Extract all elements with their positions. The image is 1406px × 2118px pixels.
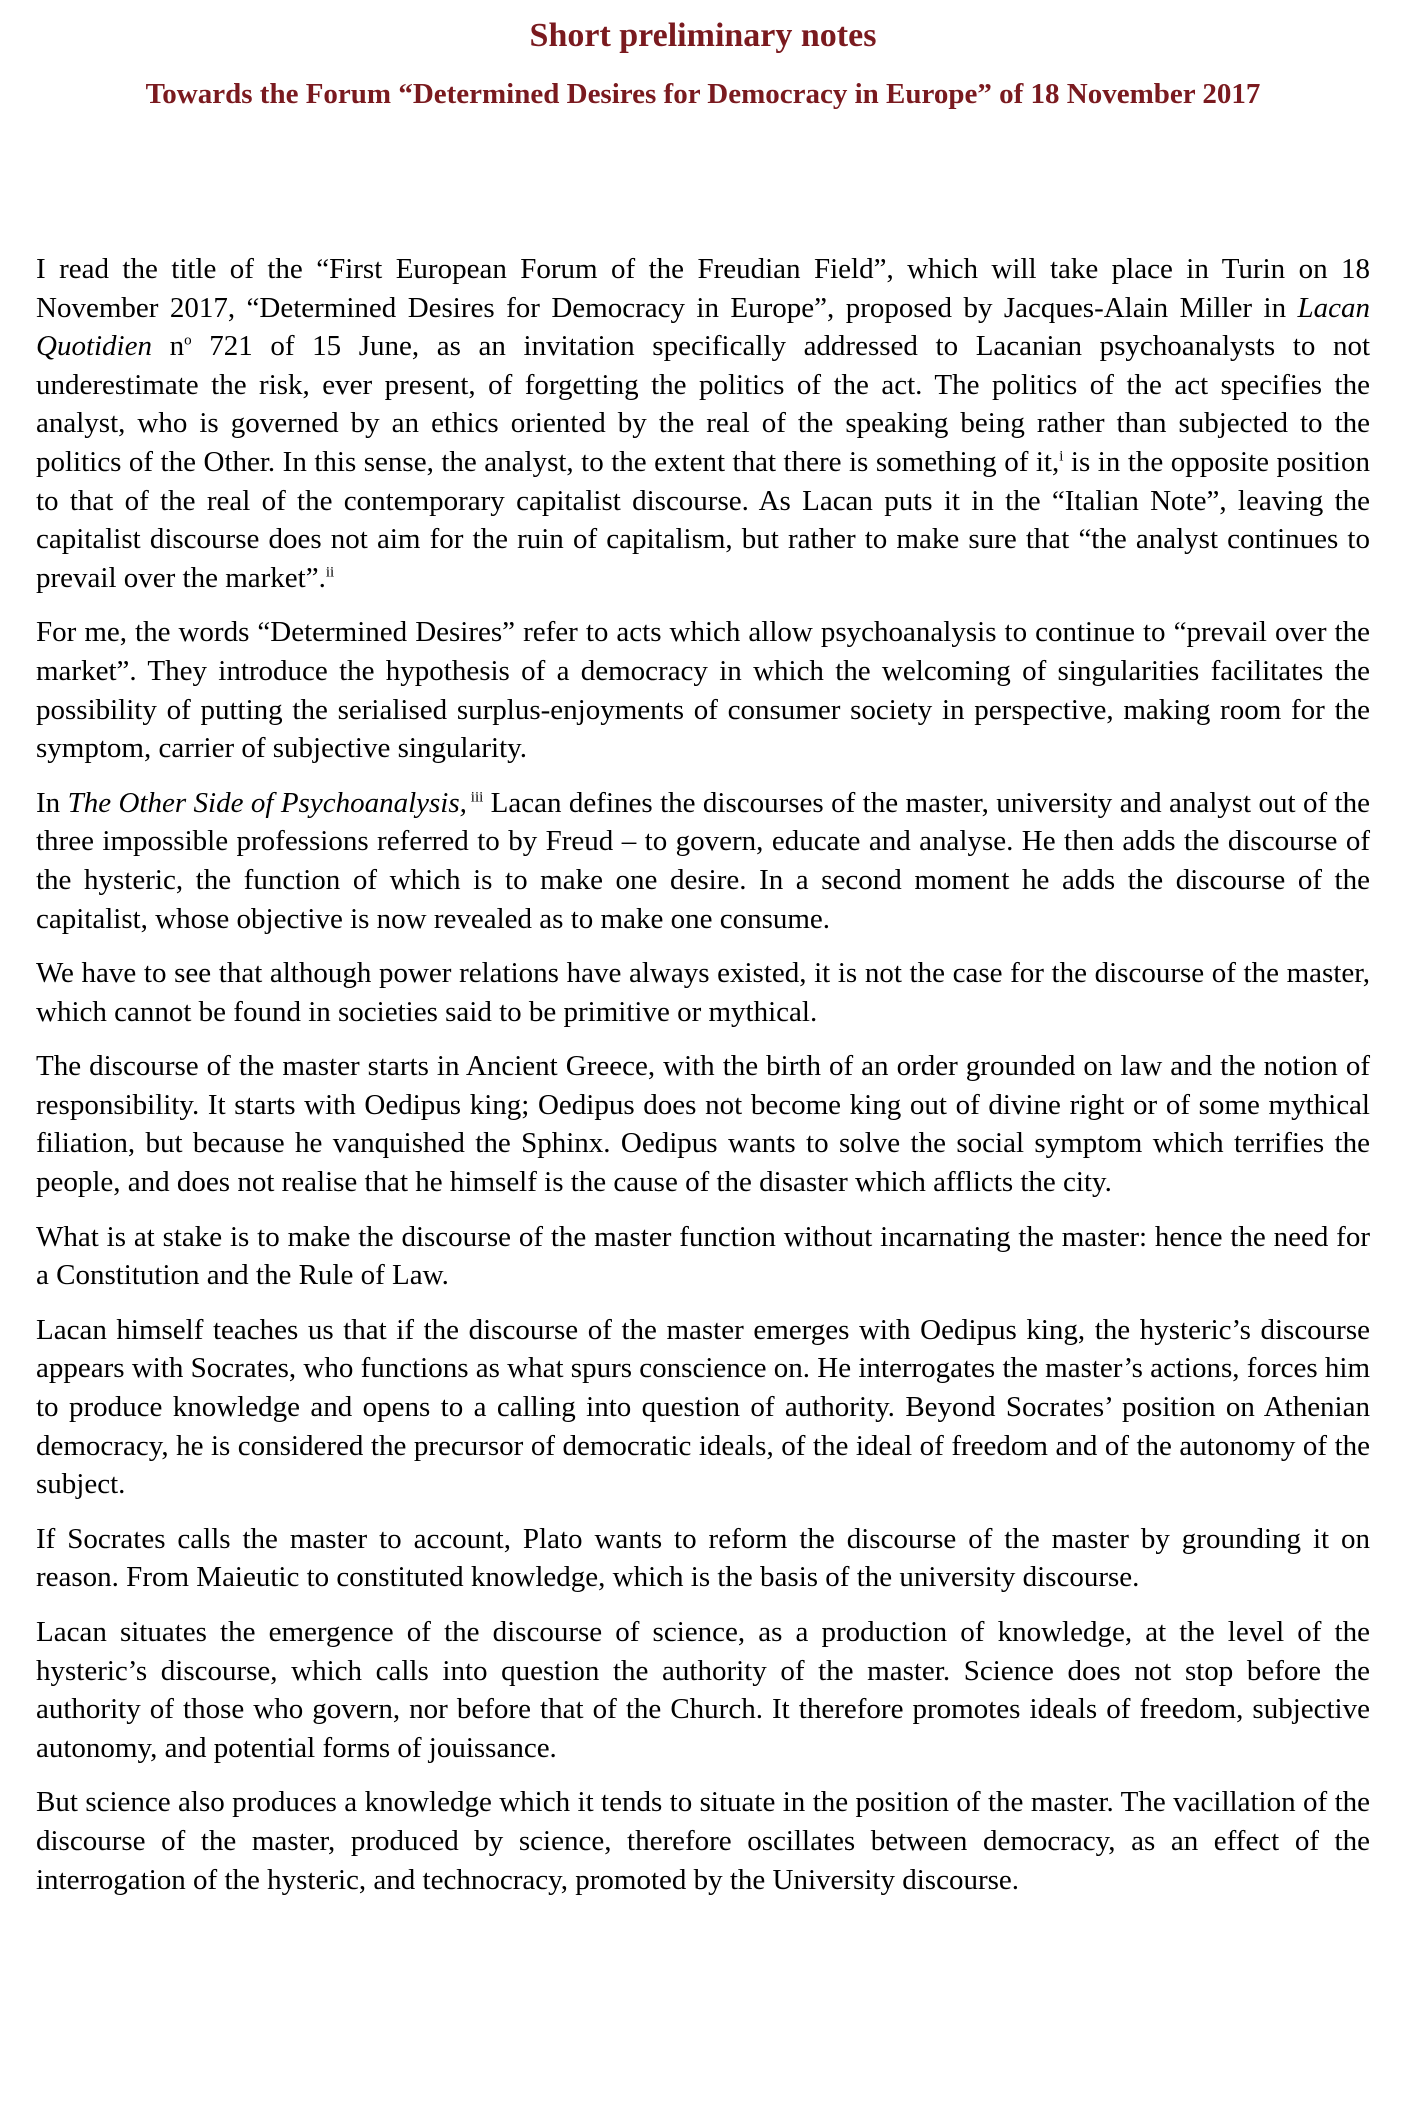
paragraph-1-text-e: 721 of 15 June, as an invitation specifically addressed to Lacanian psychoanalysts to not underestimate the risk, ever present, of forgetting the politics of the act. The politics of the act specifies the analyst, who is governed by an ethics oriented by the real of the speaking being rather than subjected to the politics of the Other. In this sense, the analyst, to the extent that there is something of it, <box>36 330 1370 478</box>
paragraph-5: The discourse of the master starts in Ancient Greece, with the birth of an order grounded on law and the notion of responsibility. It starts with Oedipus king; Oedipus does not become king out of divine right or of some mythical filiation, but because he vanquished the Sphinx. Oedipus wants to solve the social symptom which terrifies the people, and does not realise that he himself is the cause of the disaster which afflicts the city. <box>36 1050 1370 1199</box>
paragraph-1-text-c: n <box>152 330 185 363</box>
paragraph-3-text-a: In <box>36 786 68 819</box>
paragraph-6: What is at stake is to make the discourse of the master function without incarnating the master: hence the need for a Constitution and the Rule of Law. <box>36 1220 1370 1292</box>
document-body <box>36 250 1370 1915</box>
document-subtitle: Towards the Forum “Determined Desires for Democracy in Europe” of 18 November 2017 <box>145 78 1261 110</box>
book-title-italic: The Other Side of Psychoanalysis, <box>67 786 467 819</box>
footnote-ref-iii[interactable]: iii <box>466 789 484 806</box>
document-title: Short preliminary notes <box>529 17 877 54</box>
paragraph-9: Lacan situates the emergence of the discourse of science, as a production of knowledge, at the level of the hysteric’s discourse, which calls into question the authority of the master. Science does not stop before the authority of those who govern, nor before that of the Church. It therefore promotes ideals of freedom, subjective autonomy, and potential forms of jouissance. <box>36 1616 1370 1764</box>
paragraph-4: We have to see that although power relations have always existed, it is not the case for the discourse of the master, which cannot be found in societies said to be primitive or mythical. <box>36 957 1370 1028</box>
paragraph-1 <box>36 250 1370 597</box>
footnote-ref-ii[interactable]: ii <box>325 564 335 581</box>
paragraph-8: If Socrates calls the master to account, Plato wants to reform the discourse of the master by grounding it on reason. From Maieutic to constituted knowledge, which is the basis of the university discourse. <box>36 1522 1370 1594</box>
paragraph-1-text-g: is in the opposite position to that of the real of the contemporary capitalist discourse. As Lacan puts it in the “Italian Note”, leaving the capitalist discourse does not aim for the ruin of capitalism, but rather to make sure that “the analyst continues to prevail over the market”. <box>36 445 1370 594</box>
paragraph-3 <box>36 784 1370 938</box>
paragraph-3-text-d: Lacan defines the discourses of the master, university and analyst out of the three impossible professions referred to by Freud – to govern, educate and analyse. He then adds the discourse of the hysteric, the function of which is to make one desire. In a second moment he adds the discourse of the capitalist, whose objective is now revealed as to make one consume. <box>36 786 1370 935</box>
paragraph-7: Lacan himself teaches us that if the discourse of the master emerges with Oedipus king, the hysteric’s discourse appears with Socrates, who functions as what spurs conscience on. He interrogates the master’s actions, forces him to produce knowledge and opens to a calling into question of authority. Beyond Socrates’ position on Athenian democracy, he is considered the precursor of democratic ideals, of the ideal of freedom and of the autonomy of the subject. <box>36 1313 1370 1501</box>
journal-title-italic: Lacan Quotidien <box>36 291 1370 363</box>
paragraph-1-text-a: I read the title of the “First European Forum of the Freudian Field”, which will take place in Turin on 18 November 2017, “Determined Desires for Democracy in Europe”, proposed by Jacques-Alain Miller in <box>36 253 1370 324</box>
paragraph-2: For me, the words “Determined Desires” refer to acts which allow psychoanalysis to continue to “prevail over the market”. They introduce the hypothesis of a democracy in which the welcoming of singularities facilitates the possibility of putting the serialised surplus-enjoyments of consumer society in perspective, making room for the symptom, carrier of subjective singularity. <box>36 616 1370 765</box>
footnote-ref-i[interactable]: i <box>1059 448 1064 465</box>
paragraph-10: But science also produces a knowledge which it tends to situate in the position of the master. The vacillation of the discourse of the master, produced by science, therefore oscillates between democracy, as an effect of the interrogation of the hysteric, and technocracy, promoted by the University discourse. <box>36 1786 1370 1896</box>
number-sign-superscript: o <box>184 332 192 349</box>
